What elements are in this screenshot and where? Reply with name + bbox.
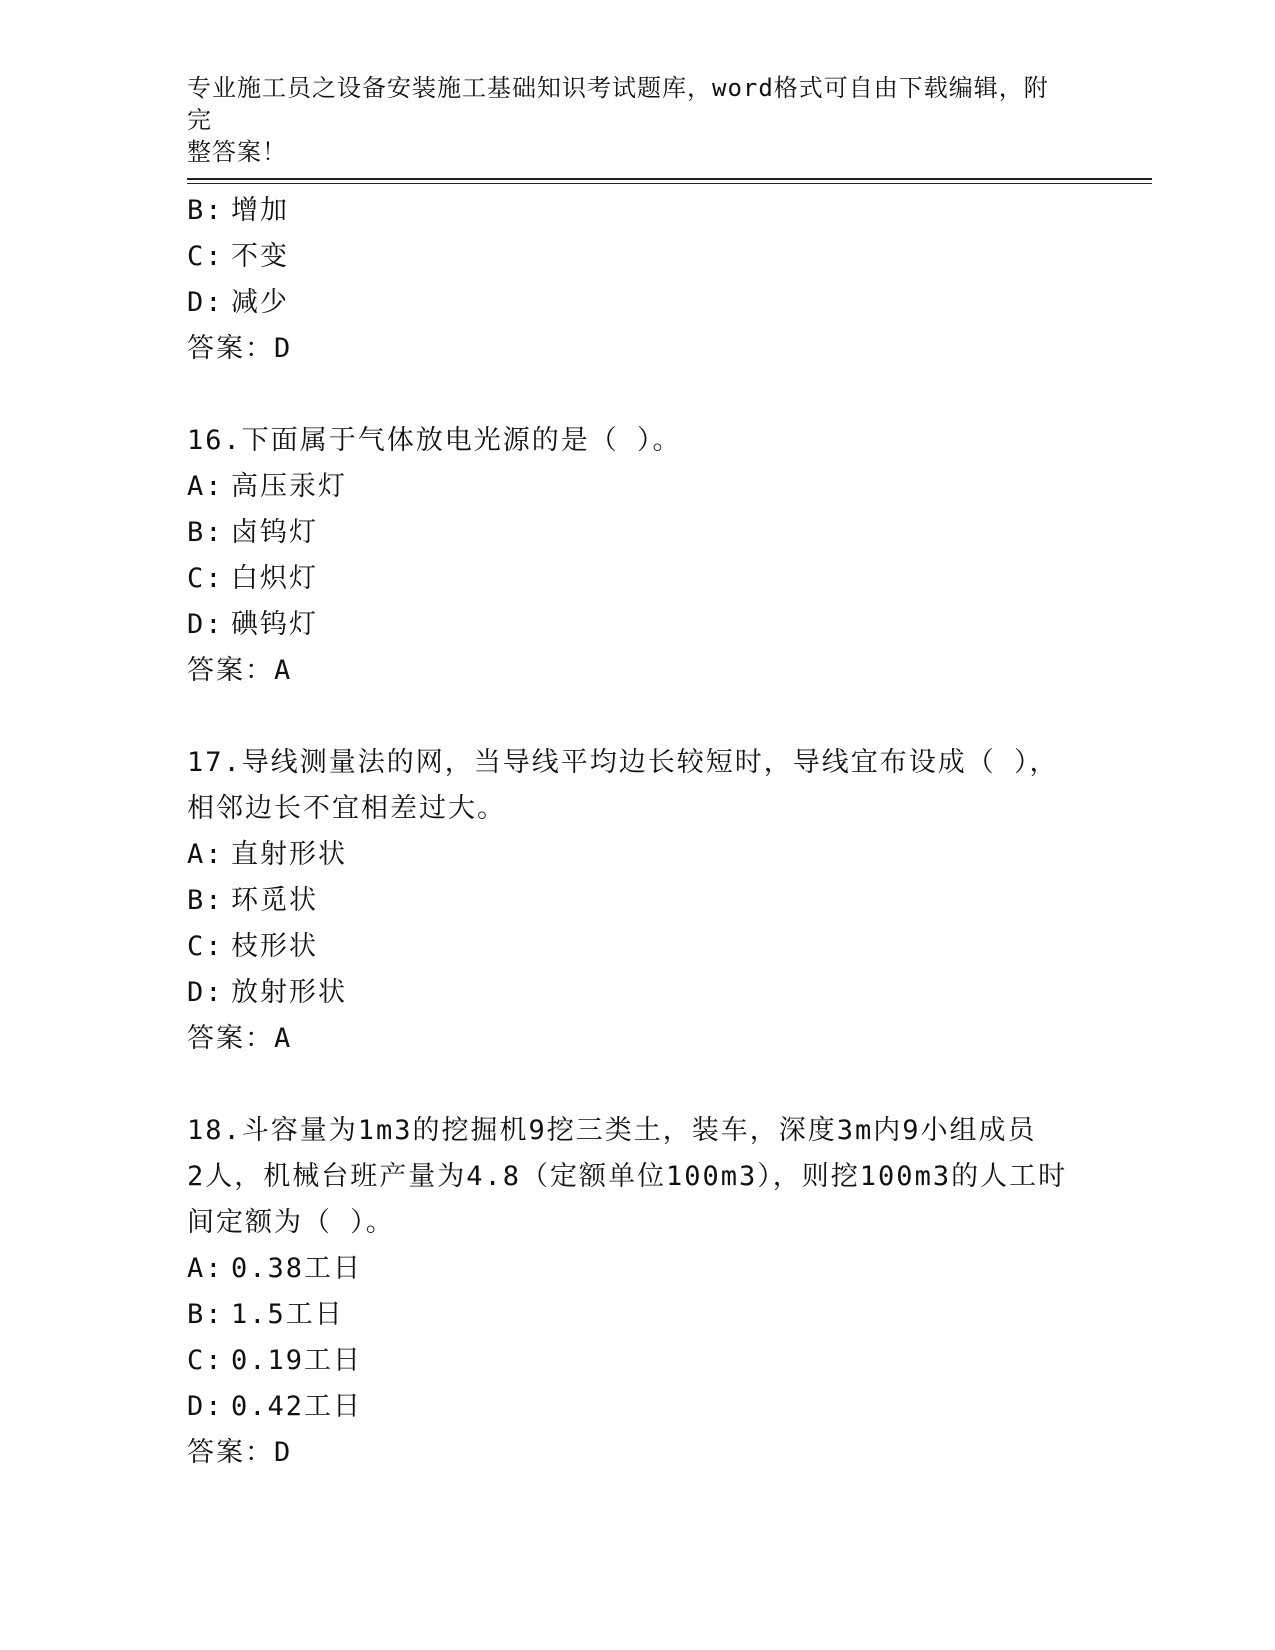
header-line-2: 整答案！ — [187, 138, 287, 166]
option-b — [187, 188, 1067, 234]
option-letter: C: — [187, 931, 224, 962]
answer-value: D — [274, 1437, 293, 1468]
answer-value: A — [274, 655, 293, 686]
question-text: 相邻边长不宜相差过大。 — [187, 793, 506, 824]
option-letter: C: — [187, 241, 224, 272]
option-letter: A: — [187, 839, 224, 870]
option-letter: A: — [187, 471, 224, 502]
option-letter: B: — [187, 885, 224, 916]
option-a — [187, 464, 1067, 510]
answer-value: D — [274, 333, 293, 364]
answer-line — [187, 1430, 1067, 1476]
option-d — [187, 1384, 1067, 1430]
option-letter: C: — [187, 1345, 224, 1376]
header-divider-thick — [187, 178, 1152, 180]
option-text: 白炽灯 — [231, 563, 318, 594]
question-content — [187, 188, 1067, 1476]
question-18 — [187, 1108, 1067, 1476]
option-a — [187, 1246, 1067, 1292]
option-letter: D: — [187, 977, 224, 1008]
option-letter: D: — [187, 1391, 224, 1422]
spacer — [187, 694, 1067, 740]
option-letter: D: — [187, 287, 224, 318]
answer-line — [187, 648, 1067, 694]
option-letter: B: — [187, 195, 224, 226]
option-text: 卤钨灯 — [231, 517, 318, 548]
spacer — [187, 1062, 1067, 1108]
question-15-continuation — [187, 188, 1067, 372]
option-letter: B: — [187, 517, 224, 548]
answer-label: 答案： — [187, 655, 274, 686]
option-text: 0.42工日 — [231, 1391, 363, 1422]
option-b — [187, 1292, 1067, 1338]
option-c — [187, 234, 1067, 280]
answer-label: 答案： — [187, 1023, 274, 1054]
option-letter: B: — [187, 1299, 224, 1330]
option-text: 1.5工日 — [231, 1299, 344, 1330]
option-b — [187, 878, 1067, 924]
answer-line — [187, 1016, 1067, 1062]
option-c — [187, 924, 1067, 970]
option-b — [187, 510, 1067, 556]
option-text: 放射形状 — [231, 977, 347, 1008]
answer-line — [187, 326, 1067, 372]
header-divider-thin — [187, 183, 1152, 184]
option-c — [187, 556, 1067, 602]
option-text: 增加 — [231, 195, 289, 226]
question-17 — [187, 740, 1067, 1062]
option-d — [187, 280, 1067, 326]
option-text: 减少 — [231, 287, 289, 318]
option-text: 高压汞灯 — [231, 471, 347, 502]
option-text: 枝形状 — [231, 931, 318, 962]
question-text: 17.导线测量法的网，当导线平均边长较短时，导线宜布设成（ ）， — [187, 747, 1059, 778]
option-text: 直射形状 — [231, 839, 347, 870]
option-text: 0.19工日 — [231, 1345, 363, 1376]
answer-value: A — [274, 1023, 293, 1054]
answer-label: 答案： — [187, 1437, 274, 1468]
document-header — [187, 72, 1067, 168]
answer-label: 答案： — [187, 333, 274, 364]
option-letter: A: — [187, 1253, 224, 1284]
question-text: 间定额为（ ）。 — [187, 1207, 395, 1238]
header-line-1: 专业施工员之设备安装施工基础知识考试题库，word格式可自由下载编辑，附完 — [187, 74, 1049, 134]
option-text: 环觅状 — [231, 885, 318, 916]
question-text: 18.斗容量为1m3的挖掘机9挖三类土，装车，深度3m内9小组成员 — [187, 1115, 1037, 1146]
question-16 — [187, 418, 1067, 694]
option-text: 0.38工日 — [231, 1253, 363, 1284]
option-d — [187, 970, 1067, 1016]
option-letter: D: — [187, 609, 224, 640]
option-a — [187, 832, 1067, 878]
option-letter: C: — [187, 563, 224, 594]
option-text: 碘钨灯 — [231, 609, 318, 640]
option-c — [187, 1338, 1067, 1384]
option-d — [187, 602, 1067, 648]
question-text: 2人，机械台班产量为4.8（定额单位100m3），则挖100m3的人工时 — [187, 1161, 1068, 1192]
option-text: 不变 — [231, 241, 289, 272]
question-text: 16.下面属于气体放电光源的是（ ）。 — [187, 425, 682, 456]
spacer — [187, 372, 1067, 418]
